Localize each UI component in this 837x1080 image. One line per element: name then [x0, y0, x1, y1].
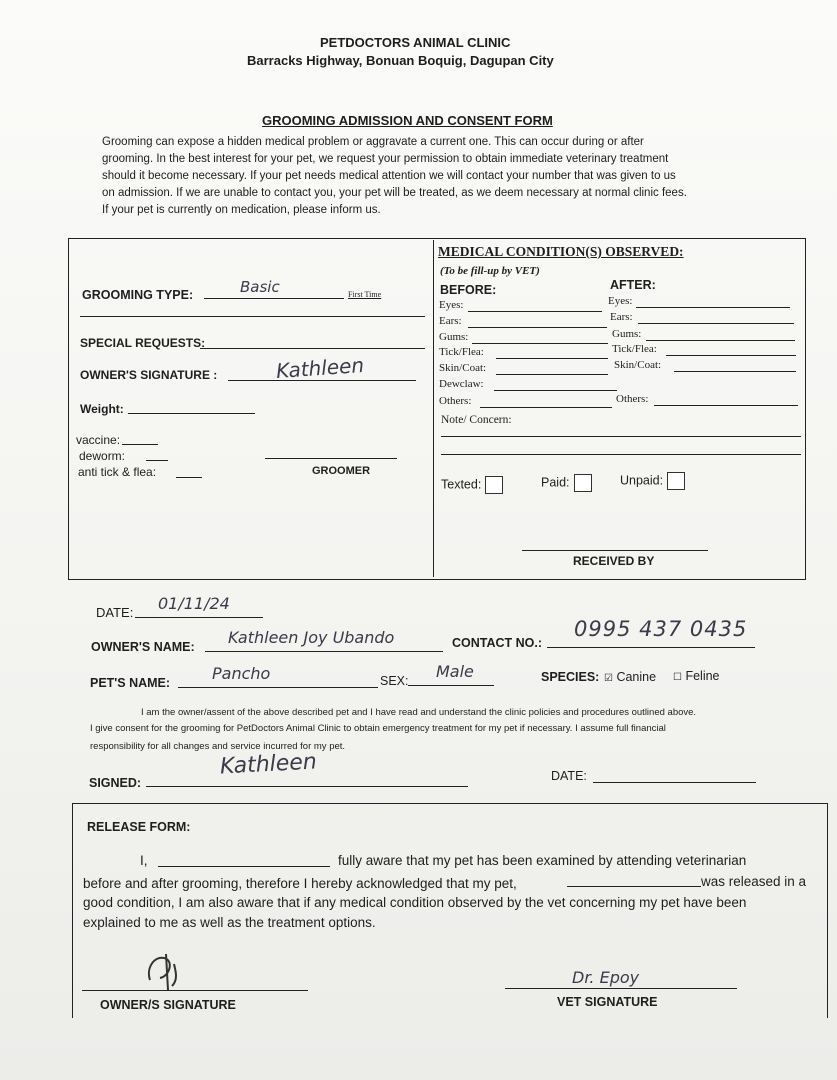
after-label: AFTER:: [610, 278, 656, 292]
signed-date-line[interactable]: [593, 782, 756, 783]
texted-label: Texted:: [441, 477, 482, 492]
before-field-line[interactable]: [468, 327, 607, 328]
species-canine[interactable]: [604, 670, 656, 684]
weight-label: Weight:: [80, 402, 124, 416]
before-field-line[interactable]: [472, 343, 608, 344]
before-field-line[interactable]: [496, 374, 608, 375]
owner-signature-line: [228, 380, 416, 381]
release-pet-line[interactable]: [567, 886, 701, 887]
before-field-line[interactable]: [480, 407, 612, 408]
form-title: GROOMING ADMISSION AND CONSENT FORM: [262, 113, 553, 128]
consent-line: responsibility for all changes and service incurred for my pet.: [90, 741, 346, 752]
owner-name-line: [205, 651, 443, 652]
box-divider: [433, 240, 434, 577]
received-by-line: [522, 550, 708, 551]
checked-box-icon: ☑: [604, 673, 613, 684]
first-time-label: First Time: [348, 290, 382, 299]
weight-line[interactable]: [128, 413, 255, 414]
unpaid-label: Unpaid:: [620, 473, 664, 488]
note-line[interactable]: [441, 436, 801, 437]
grooming-type-label: GROOMING TYPE:: [82, 288, 194, 302]
vaccine-label: vaccine:: [76, 433, 121, 447]
before-field-line[interactable]: [494, 390, 617, 391]
deworm-label: deworm:: [79, 449, 126, 463]
contact-value[interactable]: 0995 437 0435: [574, 617, 748, 641]
before-field-label: Tick/Flea:: [439, 346, 484, 358]
date-value[interactable]: 01/11/24: [158, 594, 230, 613]
clinic-address: Barracks Highway, Bonuan Boquig, Dagupan City: [247, 53, 554, 68]
intro-paragraph: [102, 134, 742, 219]
after-field-line[interactable]: [654, 405, 798, 406]
after-field-line[interactable]: [638, 323, 794, 324]
after-field-label: Tick/Flea:: [612, 343, 657, 355]
note-line[interactable]: [441, 454, 801, 455]
signed-date-label: DATE:: [551, 769, 587, 783]
after-field-line[interactable]: [674, 371, 796, 372]
paid-label: Paid:: [541, 475, 570, 490]
owner-release-signature[interactable]: [140, 950, 190, 994]
paid-field: [541, 474, 592, 492]
intro-line: If your pet is currently on medication, please inform us.: [102, 204, 381, 216]
owner-signature-label: OWNER'S SIGNATURE :: [80, 368, 218, 382]
species-feline[interactable]: [673, 669, 720, 683]
grooming-type-value[interactable]: Basic: [240, 278, 280, 296]
vet-sig-line: [505, 988, 737, 989]
after-field-label: Skin/Coat:: [614, 359, 662, 371]
before-field-label: Dewclaw:: [439, 378, 484, 390]
date-line: [135, 617, 263, 618]
consent-line: I am the owner/assent of the above described pet and I have read and understand the clinic policies and procedures outlined above.: [141, 707, 697, 718]
medical-subtitle: (To be fill-up by VET): [440, 265, 540, 277]
signed-label: SIGNED:: [89, 776, 142, 790]
groomer-line: [265, 458, 397, 459]
release-line2: before and after grooming, therefore I hereby acknowledged that my pet,: [83, 876, 517, 891]
owner-signature[interactable]: Kathleen: [275, 352, 365, 384]
before-label: BEFORE:: [440, 283, 497, 297]
after-field-line[interactable]: [646, 340, 795, 341]
sex-value[interactable]: Male: [436, 662, 474, 681]
after-field-line[interactable]: [666, 355, 796, 356]
clinic-name: PETDOCTORS ANIMAL CLINIC: [320, 35, 511, 50]
pet-name-label: PET'S NAME:: [90, 676, 171, 690]
release-title: RELEASE FORM:: [87, 820, 191, 834]
contact-line: [547, 647, 755, 648]
antitick-line[interactable]: [176, 477, 202, 478]
release-line2b: was released in a: [701, 874, 807, 889]
after-field-label: Others:: [616, 393, 649, 405]
vet-sig-label: VET SIGNATURE: [557, 995, 658, 1009]
paid-checkbox[interactable]: [574, 474, 592, 492]
owner-sig-label: OWNER/S SIGNATURE: [100, 998, 236, 1012]
groomer-label: GROOMER: [312, 465, 371, 477]
date-label: DATE:: [96, 605, 134, 620]
received-by-label: RECEIVED BY: [573, 554, 655, 568]
species-label: SPECIES:: [541, 670, 600, 684]
unpaid-field: [620, 472, 685, 490]
antitick-label: anti tick & flea:: [78, 465, 157, 479]
release-line3: good condition, I am also aware that if any medical condition observed by the vet concerning my pet have been: [83, 895, 747, 910]
before-field-label: Ears:: [439, 315, 462, 327]
contact-label: CONTACT NO.:: [452, 636, 543, 650]
intro-line: on admission. If we are unable to contact you, your pet will be treated, as we deem necessary at normal clinic fees.: [102, 187, 687, 199]
grooming-type-line: [204, 298, 344, 299]
release-i: I,: [140, 853, 148, 868]
after-field-line[interactable]: [636, 307, 790, 308]
intro-line: Grooming can expose a hidden medical problem or aggravate a current one. This can occur during or after: [102, 136, 644, 148]
after-field-label: Ears:: [610, 311, 633, 323]
before-field-line[interactable]: [496, 358, 608, 359]
deworm-line[interactable]: [146, 460, 168, 461]
signed-line: [146, 786, 468, 787]
special-requests-label: SPECIAL REQUESTS:: [80, 336, 206, 350]
texted-field: [441, 476, 503, 494]
owner-sig-line: [82, 990, 308, 991]
pet-name-line: [178, 687, 378, 688]
sex-label: SEX:: [380, 674, 409, 688]
intro-line: should it become necessary. If your pet needs medical attention we will contact your number that was given to us: [102, 170, 676, 182]
signed-signature[interactable]: Kathleen: [219, 749, 318, 780]
unpaid-checkbox[interactable]: [667, 472, 685, 490]
vet-signature[interactable]: Dr. Epoy: [572, 968, 640, 987]
owner-name-label: OWNER'S NAME:: [91, 640, 195, 654]
intro-line: grooming. In the best interest for your pet, we request your permission to obtain immediate veterinary treatment: [102, 153, 669, 165]
before-field-line[interactable]: [468, 311, 602, 312]
vaccine-line[interactable]: [122, 444, 158, 445]
medical-title: MEDICAL CONDITION(S) OBSERVED:: [438, 244, 684, 259]
special-requests-line[interactable]: [200, 348, 425, 349]
after-field-label: Eyes:: [608, 295, 633, 307]
release-line4: explained to me as well as the treatment options.: [83, 915, 376, 930]
feline-label: Feline: [685, 669, 720, 683]
note-label: Note/ Concern:: [441, 414, 512, 426]
canine-label: Canine: [616, 670, 657, 684]
separator-line: [80, 316, 425, 317]
release-line1: fully aware that my pet has been examined by attending veterinarian: [338, 853, 747, 868]
empty-box-icon: ☐: [673, 672, 682, 683]
before-field-label: Others:: [439, 395, 472, 407]
before-field-label: Eyes:: [439, 299, 464, 311]
release-name-line[interactable]: [158, 866, 330, 867]
sex-line: [408, 685, 494, 686]
before-field-label: Skin/Coat:: [439, 362, 487, 374]
pet-name-value[interactable]: Pancho: [212, 664, 271, 683]
before-field-label: Gums:: [439, 331, 469, 343]
after-field-label: Gums:: [612, 328, 642, 340]
owner-name-value[interactable]: Kathleen Joy Ubando: [228, 628, 395, 647]
consent-line: I give consent for the grooming for PetDoctors Animal Clinic to obtain emergency treatment for my pet if necessary. I assume full financial: [90, 723, 666, 734]
texted-checkbox[interactable]: [485, 476, 503, 494]
